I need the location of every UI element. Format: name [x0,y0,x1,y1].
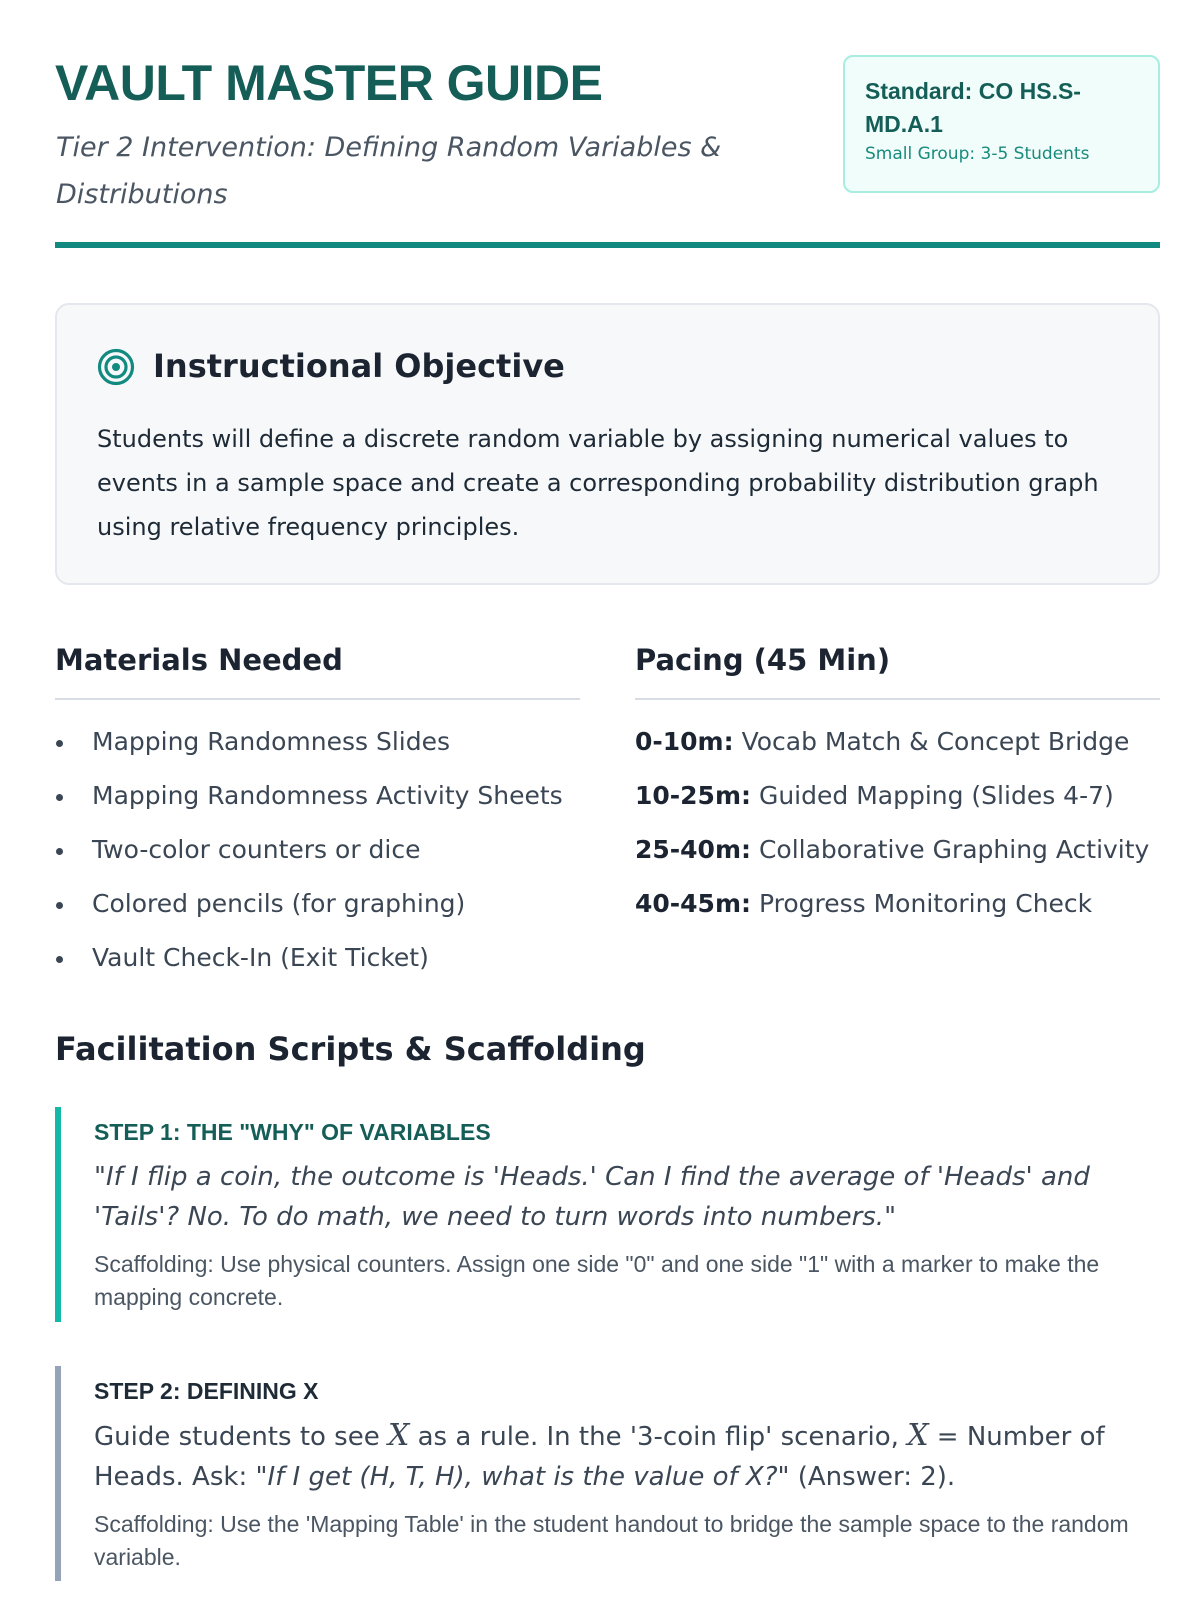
pacing-activity: Guided Mapping (Slides 4-7) [758,781,1114,810]
pacing-time: 0-10m: [635,727,734,756]
objective-heading: Instructional Objective [153,347,565,385]
guide-text: Guide students to see [94,1422,388,1452]
pacing-row [635,828,1160,882]
pacing-list [635,720,1160,936]
pacing-heading: Pacing (45 Min) [635,640,1160,700]
list-item: Colored pencils (for graphing) [55,882,580,936]
answer-text: (Answer: 2). [789,1462,956,1492]
page-title: VAULT MASTER GUIDE [55,55,603,111]
pacing-time: 10-25m: [635,781,752,810]
list-item: Mapping Randomness Slides [55,720,580,774]
guide-text: = Number of Heads. Ask: [94,1422,1105,1492]
page-subtitle: Tier 2 Intervention: Defining Random Variables & Distributions [56,132,722,210]
list-item: Vault Check-In (Exit Ticket) [55,936,580,990]
guide-text: as a rule. In the '3-coin flip' scenario, [409,1422,908,1452]
pacing-time: 25-40m: [635,835,752,864]
objective-card [55,303,1160,585]
step-1-heading: STEP 1: THE "WHY" OF VARIABLES [94,1119,491,1145]
pacing-activity: Progress Monitoring Check [758,889,1093,918]
list-item: Mapping Randomness Activity Sheets [55,774,580,828]
header [55,50,1160,250]
variable-x: X [388,1418,410,1453]
pacing-activity: Vocab Match & Concept Bridge [741,727,1130,756]
standard-label: Standard: CO HS.S-MD.A.1 [865,78,1081,137]
step-2-card [55,1366,1160,1581]
step-1-script: "If I flip a coin, the outcome is 'Heads.' Can I find the average of 'Heads' and 'Tails'? No. To do math, we need to turn words into numbers." [94,1162,1090,1232]
materials-list [55,720,580,990]
pacing-row [635,720,1160,774]
step-1-card [55,1107,1160,1322]
pacing-activity: Collaborative Graphing Activity [758,835,1150,864]
materials-section [55,640,580,990]
target-icon [97,348,135,386]
variable-x: X [907,1418,929,1453]
header-divider [55,242,1160,248]
ask-question: "If I get (H, T, H), what is the value of X?" [255,1462,790,1492]
pacing-section [635,640,1160,936]
list-item: Two-color counters or dice [55,828,580,882]
pacing-row [635,774,1160,828]
step-2-script [94,1416,1160,1497]
facilitation-heading: Facilitation Scripts & Scaffolding [55,1030,646,1068]
step-2-heading: STEP 2: DEFINING X [94,1378,319,1404]
group-size-label: Small Group: 3-5 Students [865,144,1090,164]
step-2-scaffolding: Scaffolding: Use the 'Mapping Table' in the student handout to bridge the sample space to the random variable. [94,1511,1129,1570]
pacing-row [635,882,1160,936]
standard-badge [843,55,1160,193]
pacing-time: 40-45m: [635,889,752,918]
objective-text: Students will define a discrete random variable by assigning numerical values to events in a sample space and create a corresponding probability distribution graph using relative frequency principles. [97,425,1099,541]
materials-heading: Materials Needed [55,640,580,700]
step-1-scaffolding: Scaffolding: Use physical counters. Assign one side "0" and one side "1" with a marker to make the mapping concrete. [94,1251,1100,1310]
